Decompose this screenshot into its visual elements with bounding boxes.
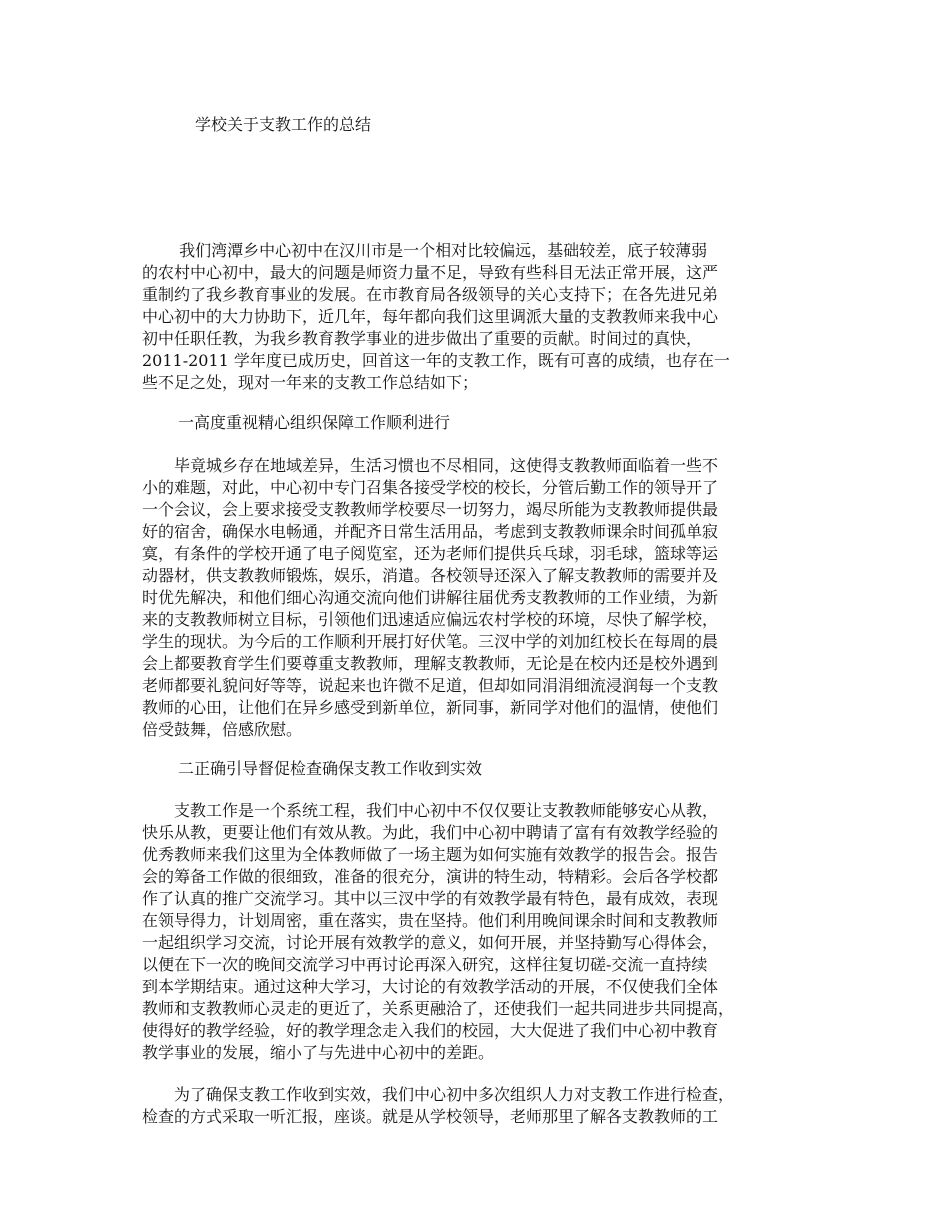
para1-line: 些不足之处，现对一年来的支教工作总结如下； — [142, 373, 479, 392]
para2-line: 老师都要礼貌问好等等，说起来也许微不足道，但却如同涓涓细流浸润每一个支教 — [142, 676, 719, 695]
para2-line: 来的支教教师树立目标，引领他们迅速适应偏远农村学校的环境，尽快了解学校， — [142, 610, 719, 629]
para3-line: 教师和支教教师心灵走的更近了，关系更融洽了，还使我们一起共同进步共同提高， — [142, 999, 735, 1018]
para2-line: 寞，有条件的学校开通了电子阅览室，还为老师们提供兵乓球，羽毛球，篮球等运 — [142, 544, 719, 563]
para3-line: 优秀教师来我们这里为全体教师做了一场主题为如何实施有效教学的报告会。报告 — [142, 845, 719, 864]
document-title: 学校关于支教工作的总结 — [195, 115, 372, 134]
para2-line: 一个会议，会上要求接受支教教师学校要尽一切努力，竭尽所能为支教教师提供最 — [142, 500, 719, 519]
para3-line: 会的筹备工作做的很细致，准备的很充分，演讲的特生动，特精彩。会后各学校都 — [142, 867, 719, 886]
para1-line: 中心初中的大力协助下，近几年，每年都向我们这里调派大量的支教教师来我中心 — [142, 307, 719, 326]
para3-line: 以便在下一次的晚间交流学习中再讨论再深入研究，这样往复切磋-交流一直持续 — [142, 955, 708, 974]
para1-line: 重制约了我乡教育事业的发展。在市教育局各级领导的关心支持下；在各先进兄弟 — [142, 285, 719, 304]
para4-line: 检查的方式采取一听汇报，座谈。就是从学校领导，老师那里了解各支教教师的工 — [142, 1107, 719, 1126]
section-heading-2: 二正确引导督促检查确保支教工作收到实效 — [178, 759, 483, 778]
para2-line: 会上都要教育学生们要尊重支教教师，理解支教教师，无论是在校内还是校外遇到 — [142, 654, 719, 673]
para2-line: 小的难题，对此，中心初中专门召集各接受学校的校长，分管后勤工作的领导开了 — [142, 478, 719, 497]
para4-line: 为了确保支教工作收到实效，我们中心初中多次组织人力对支教工作进行检查， — [142, 1085, 735, 1104]
para1-line: 初中任职任教，为我乡教育教学事业的进步做出了重要的贡献。时间过的真快， — [142, 329, 703, 348]
para1-line: 我们湾潭乡中心初中在汉川市是一个相对比较偏远，基础较差，底子较薄弱 — [142, 241, 708, 260]
para2-line: 动器材，供支教教师锻炼，娱乐，消遣。各校领导还深入了解支教教师的需要并及 — [142, 566, 719, 585]
para2-line: 学生的现状。为今后的工作顺利开展打好伏笔。三汊中学的刘加红校长在每周的晨 — [142, 632, 719, 651]
para2-line: 时优先解决，和他们细心沟通交流向他们讲解往届优秀支教教师的工作业绩，为新 — [142, 588, 719, 607]
para3-line: 使得好的教学经验，好的教学理念走入我们的校园，大大促进了我们中心初中教育 — [142, 1021, 719, 1040]
para2-line: 好的宿舍，确保水电畅通，并配齐日常生活用品，考虑到支教教师课余时间孤单寂 — [142, 522, 719, 541]
para3-line: 到本学期结束。通过这种大学习，大讨论的有效教学活动的开展，不仅使我们全体 — [142, 977, 719, 996]
para2-line: 倍受鼓舞，倍感欣慰。 — [142, 720, 303, 739]
para3-line: 支教工作是一个系统工程，我们中心初中不仅仅要让支教教师能够安心从教， — [142, 801, 719, 820]
para1-line: 的农村中心初中，最大的问题是师资力量不足，导致有些科目无法正常开展，这严 — [142, 263, 719, 282]
para3-line: 快乐从教，更要让他们有效从教。为此，我们中心初中聘请了富有有效教学经验的 — [142, 823, 719, 842]
section-heading-1: 一高度重视精心组织保障工作顺利进行 — [178, 413, 451, 432]
para3-line: 在领导得力，计划周密，重在落实，贵在坚持。他们利用晚间课余时间和支教教师 — [142, 911, 719, 930]
para1-line: 2011-2011 学年度已成历史，回首这一年的支教工作，既有可喜的成绩，也存在一 — [142, 351, 730, 370]
para3-line: 一起组织学习交流，讨论开展有效教学的意义，如何开展，并坚持勤写心得体会， — [142, 933, 719, 952]
para3-line: 作了认真的推广交流学习。其中以三汊中学的有效教学最有特色，最有成效，表现 — [142, 889, 719, 908]
para2-line: 教师的心田，让他们在异乡感受到新单位，新同事，新同学对他们的温情，使他们 — [142, 698, 719, 717]
para2-line: 毕竟城乡存在地域差异，生活习惯也不尽相同，这使得支教教师面临着一些不 — [142, 456, 719, 475]
para3-line: 教学事业的发展，缩小了与先进中心初中的差距。 — [142, 1043, 495, 1062]
